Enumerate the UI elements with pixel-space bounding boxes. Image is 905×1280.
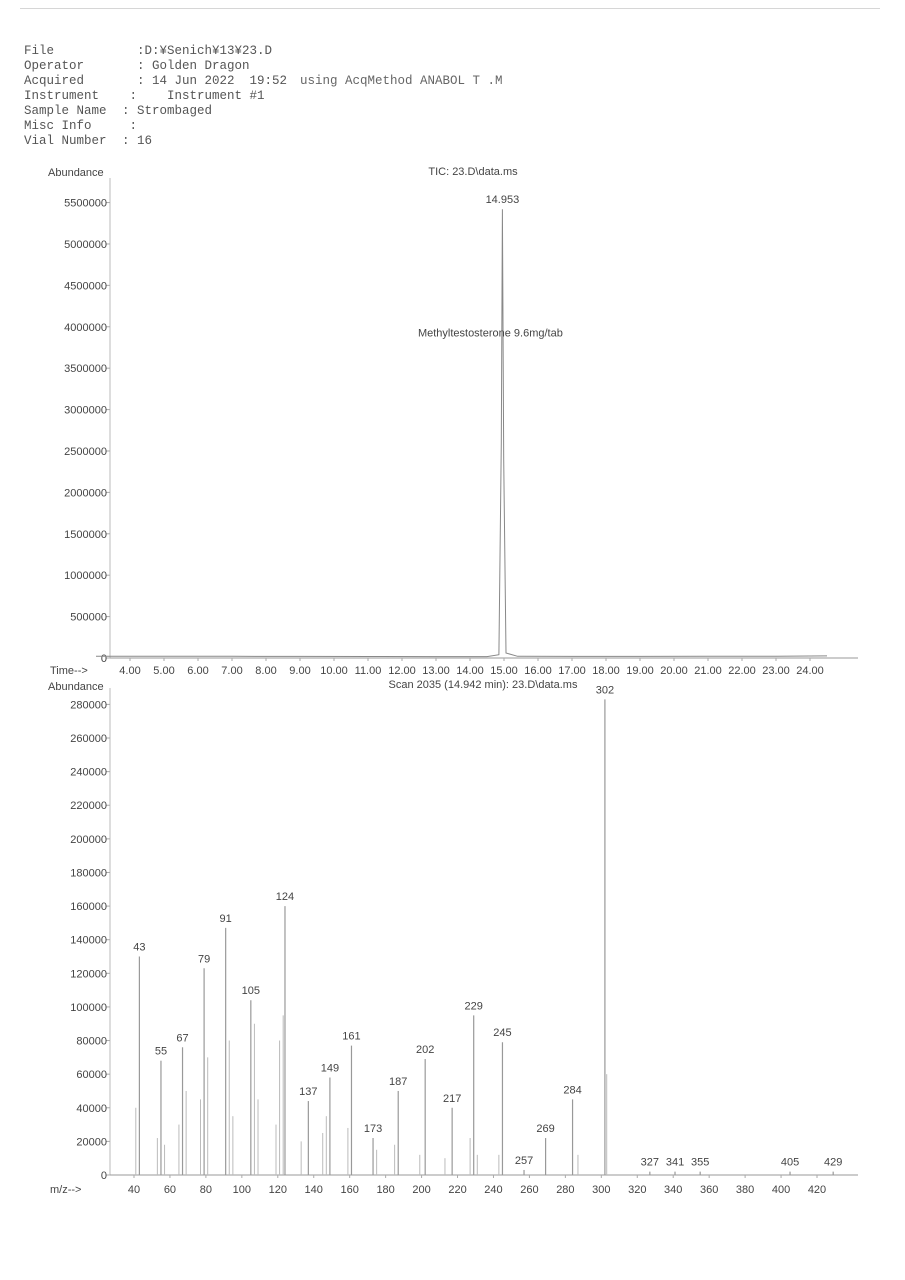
x-tick-label: 180 [376, 1184, 395, 1196]
x-tick-label: 40 [127, 1184, 141, 1196]
y-tick-label: 280000 [70, 699, 107, 712]
y-tick-label: 120000 [70, 968, 107, 981]
x-tick-label: 10.00 [320, 665, 348, 677]
peak-label: 91 [219, 912, 232, 925]
peak-label: 229 [464, 1000, 483, 1013]
peak-label: 137 [299, 1086, 318, 1099]
y-tick-label: 140000 [70, 934, 107, 947]
x-tick-label: 21.00 [694, 665, 722, 677]
y-tick-label: 2500000 [64, 445, 107, 458]
x-tick-label: 340 [664, 1184, 683, 1196]
x-tick-label: 360 [699, 1184, 719, 1196]
x-tick-label: 18.00 [592, 665, 620, 677]
x-tick-label: 8.00 [255, 665, 277, 677]
x-tick-label: 300 [592, 1184, 611, 1196]
x-tick-label: 220 [448, 1184, 467, 1196]
peak-label: 269 [536, 1123, 555, 1136]
x-axis-label: m/z--> [50, 1184, 82, 1196]
y-tick-label: 2000000 [64, 487, 107, 500]
peak-label: 67 [176, 1032, 189, 1045]
y-tick-label: 260000 [70, 733, 107, 746]
y-tick-label: 40000 [76, 1102, 107, 1115]
header-value: 14 Jun 2022 19:52 [152, 74, 288, 88]
y-axis-label: Abundance [48, 681, 104, 693]
header-value: Strombaged [137, 104, 213, 118]
x-tick-label: 19.00 [626, 665, 654, 677]
x-axis-label: Time--> [50, 665, 88, 677]
peak-label: 302 [595, 684, 615, 697]
x-tick-label: 9.00 [289, 665, 311, 677]
y-tick-label: 180000 [70, 867, 107, 880]
peak-label: 55 [154, 1045, 168, 1058]
y-tick-label: 1500000 [64, 528, 107, 541]
x-tick-label: 320 [628, 1184, 647, 1196]
header-separator: : [122, 89, 168, 103]
header-value: 16 [137, 134, 153, 148]
peak-label: 124 [275, 891, 295, 904]
x-tick-label: 23.00 [762, 665, 790, 677]
y-tick-label: 220000 [70, 800, 107, 813]
x-tick-label: 100 [232, 1184, 252, 1196]
x-tick-label: 14.00 [456, 665, 484, 677]
acq-method: using AcqMethod ANABOL T .M [300, 74, 503, 88]
peak-label: 355 [690, 1156, 710, 1169]
header-separator: : [122, 59, 153, 73]
y-tick-label: 200000 [70, 833, 107, 846]
y-tick-label: 240000 [70, 766, 107, 779]
tic-trace [96, 209, 827, 656]
peak-label: 202 [415, 1044, 435, 1057]
compound-annotation: Methyltestosterone 9.6mg/tab [417, 327, 563, 340]
header-separator: : [122, 44, 145, 58]
x-tick-label: 260 [520, 1184, 539, 1196]
y-tick-label: 4500000 [64, 280, 107, 293]
y-tick-label: 500000 [70, 611, 107, 624]
y-tick-label: 0 [100, 1170, 107, 1182]
x-tick-label: 24.00 [796, 665, 824, 677]
y-tick-label: 3000000 [64, 404, 107, 417]
x-tick-label: 280 [556, 1184, 575, 1196]
x-tick-label: 4.00 [119, 665, 141, 677]
x-tick-label: 380 [735, 1184, 755, 1196]
header-value: Golden Dragon [152, 59, 250, 73]
header-separator: : [122, 134, 138, 148]
peak-label: 327 [640, 1156, 660, 1169]
header-value: D:¥Senich¥13¥23.D [144, 44, 273, 58]
peak-label: 187 [389, 1075, 408, 1088]
peak-label: 43 [133, 941, 146, 954]
x-tick-label: 120 [268, 1184, 287, 1196]
peak-label: 429 [823, 1156, 843, 1169]
y-tick-label: 0 [100, 653, 107, 665]
x-tick-label: 12.00 [388, 665, 416, 677]
header-label: Vial Number [24, 134, 107, 148]
peak-label: 341 [665, 1156, 685, 1169]
peak-label: 217 [442, 1092, 462, 1105]
x-tick-label: 200 [412, 1184, 431, 1196]
y-tick-label: 3500000 [64, 363, 107, 376]
y-tick-label: 5000000 [64, 238, 107, 251]
peak-label: 79 [197, 953, 211, 966]
peak-label: 105 [241, 985, 261, 998]
y-tick-label: 5500000 [64, 197, 107, 210]
peak-label: 161 [342, 1030, 361, 1043]
header-label: Misc Info [24, 119, 92, 133]
peak-label: 284 [563, 1084, 582, 1097]
x-tick-label: 22.00 [728, 665, 756, 677]
x-tick-label: 80 [199, 1184, 213, 1196]
x-tick-label: 140 [304, 1184, 323, 1196]
header-separator: : [122, 119, 145, 133]
header-separator: : [122, 104, 138, 118]
x-tick-label: 17.00 [558, 665, 586, 677]
y-tick-label: 100000 [70, 1001, 107, 1014]
x-tick-label: 20.00 [660, 665, 688, 677]
x-tick-label: 16.00 [524, 665, 552, 677]
peak-label: 257 [514, 1154, 534, 1167]
y-tick-label: 4000000 [64, 321, 107, 334]
x-tick-label: 11.00 [354, 665, 382, 677]
y-tick-label: 20000 [76, 1136, 107, 1149]
peak-label: 14.953 [485, 194, 520, 207]
x-tick-label: 160 [340, 1184, 359, 1196]
x-tick-label: 240 [484, 1184, 503, 1196]
x-tick-label: 6.00 [187, 665, 209, 677]
peak-label: 405 [780, 1156, 800, 1169]
x-tick-label: 400 [771, 1184, 791, 1196]
peak-label: 173 [363, 1123, 383, 1136]
x-tick-label: 13.00 [422, 665, 450, 677]
y-tick-label: 1000000 [64, 570, 107, 583]
x-tick-label: 5.00 [153, 665, 175, 677]
header-value: Instrument #1 [167, 89, 265, 103]
header-label: File [24, 44, 55, 58]
y-tick-label: 80000 [76, 1035, 107, 1048]
y-axis-label: Abundance [48, 167, 104, 179]
x-tick-label: 7.00 [221, 665, 243, 677]
header-label: Instrument [24, 89, 100, 103]
x-tick-label: 420 [807, 1184, 827, 1196]
header-label: Acquired [24, 74, 85, 88]
peak-label: 149 [320, 1062, 340, 1075]
y-tick-label: 160000 [70, 901, 107, 914]
y-tick-label: 60000 [76, 1069, 107, 1082]
header-label: Sample Name [24, 104, 107, 118]
chart-title: TIC: 23.D\data.ms [428, 166, 518, 178]
chart-title: Scan 2035 (14.942 min): 23.D\data.ms [388, 679, 578, 691]
header-label: Operator [24, 59, 85, 73]
x-tick-label: 60 [163, 1184, 177, 1196]
x-tick-label: 15.00 [490, 665, 518, 677]
header-separator: : [122, 74, 153, 88]
peak-label: 245 [493, 1027, 512, 1040]
